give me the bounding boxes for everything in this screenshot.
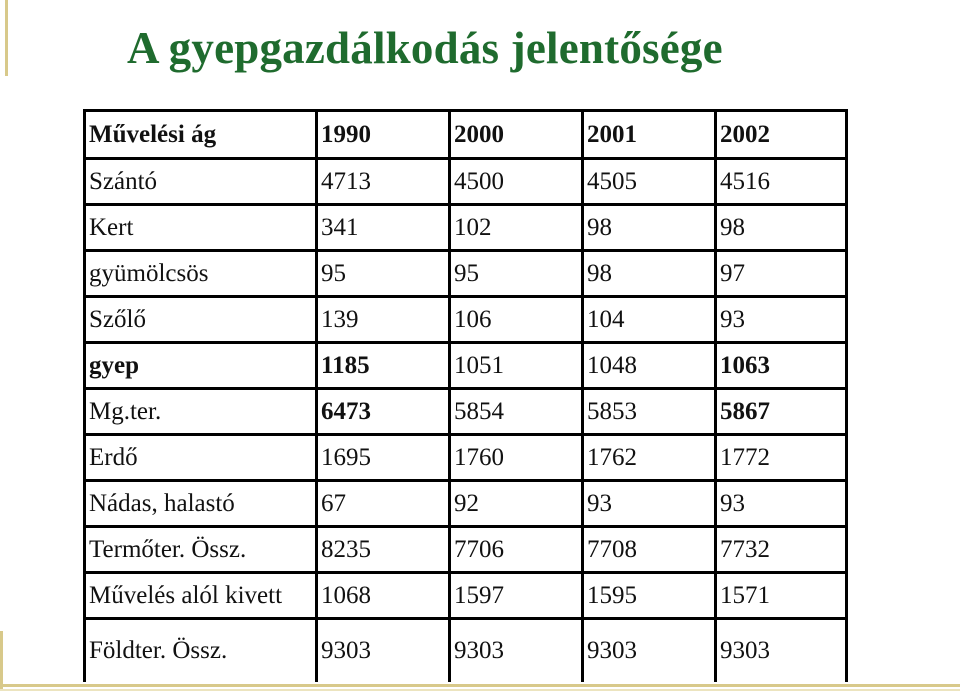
row-label: Mg.ter. <box>85 389 317 435</box>
header-cell: 2002 <box>716 111 847 159</box>
table-cell: 139 <box>317 297 450 343</box>
row-label: Szőlő <box>85 297 317 343</box>
header-cell: Művelési ág <box>89 120 217 148</box>
header-cell: 2001 <box>583 111 716 159</box>
table-cell-bold: 5867 <box>716 389 847 435</box>
table-cell: 98 <box>716 205 847 251</box>
table-row <box>85 619 847 683</box>
table-cell: 93 <box>583 481 716 527</box>
table-cell: 93 <box>716 297 847 343</box>
table-cell: 1068 <box>317 573 450 619</box>
table-cell: 1048 <box>583 343 716 389</box>
table-cell: 8235 <box>317 527 450 573</box>
row-label: Kert <box>85 205 317 251</box>
table-cell-highlight: 1063 <box>716 343 847 389</box>
frame-accent-bottom-left <box>0 631 3 691</box>
table-cell: 98 <box>583 251 716 297</box>
table-cell: 1760 <box>450 435 583 481</box>
table-cell: 5853 <box>583 389 716 435</box>
header-cell: 2000 <box>450 111 583 159</box>
table-cell: 4505 <box>583 159 716 205</box>
table-cell: 92 <box>450 481 583 527</box>
table-header-row <box>85 111 847 159</box>
frame-accent-top-left <box>5 0 8 76</box>
table-cell: 95 <box>450 251 583 297</box>
table-cell: 98 <box>583 205 716 251</box>
table-cell: 5854 <box>450 389 583 435</box>
table-cell: 7708 <box>583 527 716 573</box>
table-cell: 4713 <box>317 159 450 205</box>
table-row <box>85 573 847 619</box>
header-cell: 1990 <box>317 111 450 159</box>
land-use-table <box>83 109 848 682</box>
table-row <box>85 481 847 527</box>
row-label: Erdő <box>85 435 317 481</box>
row-label: Művelés alól kivett <box>85 573 317 619</box>
table-cell: 7732 <box>716 527 847 573</box>
row-label: Földter. Össz. <box>85 619 317 683</box>
table-cell: 93 <box>716 481 847 527</box>
row-label: gyümölcsös <box>85 251 317 297</box>
row-label: Szántó <box>85 159 317 205</box>
table-cell: 1595 <box>583 573 716 619</box>
table-cell: 1571 <box>716 573 847 619</box>
table-cell: 106 <box>450 297 583 343</box>
table-cell: 9303 <box>450 619 583 683</box>
table-cell: 1762 <box>583 435 716 481</box>
table-cell: 341 <box>317 205 450 251</box>
row-label-highlight: gyep <box>85 343 317 389</box>
table-row <box>85 297 847 343</box>
table-cell: 4516 <box>716 159 847 205</box>
table-row <box>85 205 847 251</box>
table-cell: 7706 <box>450 527 583 573</box>
table-row-mgter <box>85 389 847 435</box>
table-cell: 67 <box>317 481 450 527</box>
table-row <box>85 159 847 205</box>
table-row <box>85 251 847 297</box>
table-cell: 4500 <box>450 159 583 205</box>
table-cell-highlight: 1185 <box>317 343 450 389</box>
table-row <box>85 527 847 573</box>
row-label: Nádas, halastó <box>85 481 317 527</box>
frame-accent-bottom <box>0 684 960 687</box>
table-cell: 9303 <box>716 619 847 683</box>
table-cell: 9303 <box>317 619 450 683</box>
table-cell-bold: 6473 <box>317 389 450 435</box>
table-cell: 1772 <box>716 435 847 481</box>
table-cell: 1051 <box>450 343 583 389</box>
page-title: A gyepgazdálkodás jelentősége <box>127 23 723 73</box>
table-cell: 95 <box>317 251 450 297</box>
table-cell: 97 <box>716 251 847 297</box>
table-cell: 104 <box>583 297 716 343</box>
table-cell: 1597 <box>450 573 583 619</box>
row-label: Termőter. Össz. <box>85 527 317 573</box>
table-cell: 9303 <box>583 619 716 683</box>
table-cell: 102 <box>450 205 583 251</box>
table-cell: 1695 <box>317 435 450 481</box>
table-row <box>85 435 847 481</box>
table-row-gyep <box>85 343 847 389</box>
